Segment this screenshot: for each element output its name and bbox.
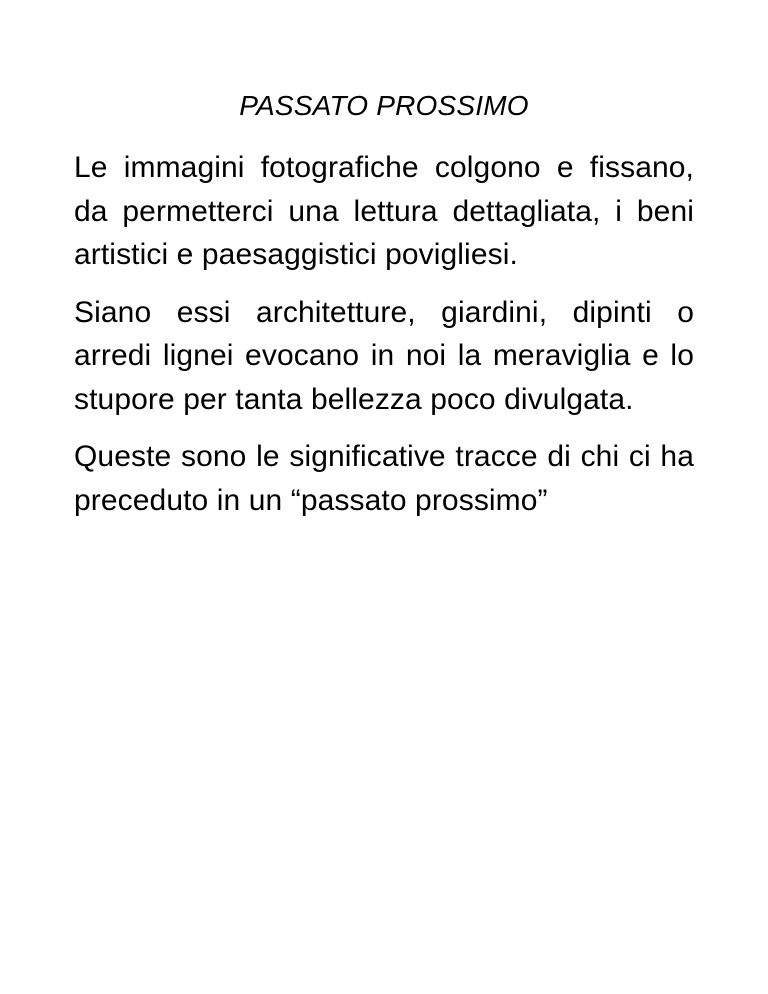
paragraph-intro: Le immagini fotografiche colgono e fissano, da permetterci una lettura dettagliata, i beni artistici e paesaggistici povigliesi. bbox=[74, 151, 694, 271]
document-body bbox=[74, 146, 694, 536]
document-title: PASSATO PROSSIMO bbox=[239, 90, 529, 121]
paragraph-description: Siano essi architetture, giardini, dipinti o arredi lignei evocano in noi la meraviglia e lo stupore per tanta bellezza poco divulgata. bbox=[74, 295, 694, 416]
paragraph-conclusion: Queste sono le significative tracce di chi ci ha preceduto in un “passato prossimo” bbox=[74, 440, 694, 517]
